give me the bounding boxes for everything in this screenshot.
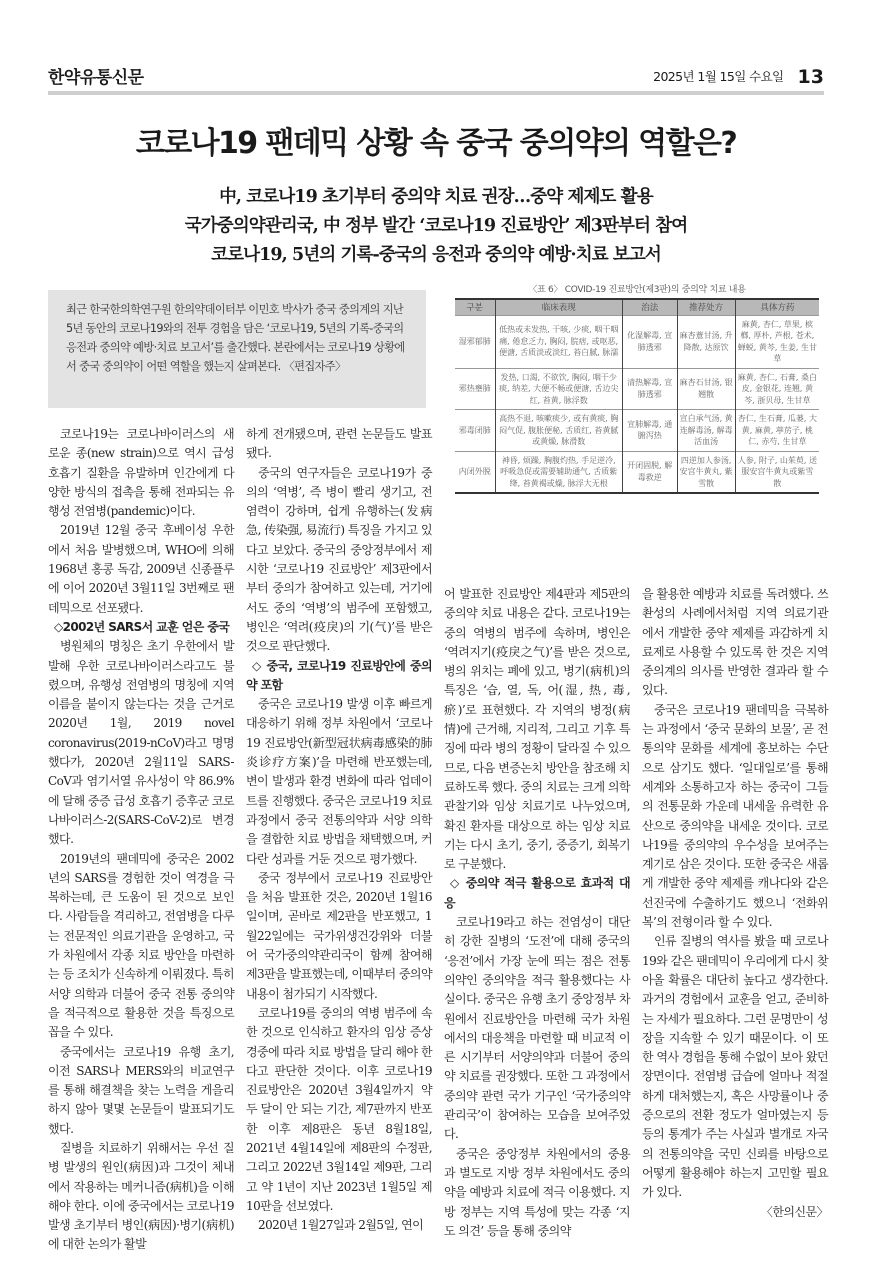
masthead (48, 64, 824, 88)
table-cell: 高热不退, 咳嗽痰少, 或有黄痰, 胸闷气促, 腹胀便秘, 舌质红, 苔黄腻或黄燥, 脉滑数 (495, 410, 622, 452)
table-cell: 神昏, 烦躁, 胸腹灼热, 手足逆冷, 呼吸急促或需要辅助通气, 舌质紫绛, 苔黄褐或燥, 脉浮大无根 (495, 451, 622, 493)
paragraph: 을 활용한 예방과 치료를 독려했다. 쓰촨성의 사례에서처럼 지역 의료기관에서 개발한 중약 제제를 과감하게 치료제로 사용할 수 있도록 한 것은 지역 중의계의 의사를 반영한 결과라 할 수 있다. (642, 587, 828, 698)
table-header-cell: 구분 (455, 299, 495, 315)
subhead: 국가중의약관리국, 中 정부 발간 ‘코로나19 진료방안’ 제3판부터 참여 (184, 216, 688, 236)
subhead: 코로나19, 5년의 기록-중국의 응전과 중의약 예방·치료 보고서 (211, 245, 661, 265)
article-column-3 (444, 585, 630, 1241)
table-row (455, 368, 819, 410)
table-cell: 开闭固脱, 解毒救逆 (622, 451, 677, 493)
issue-date: 2025년 1월 15일 수요일 (653, 69, 784, 84)
table-header-cell: 具体方药 (735, 299, 819, 315)
article-column-1 (48, 425, 234, 1255)
table-header-cell: 临床表现 (495, 299, 622, 315)
paragraph: 병원체의 명칭은 초기 우한에서 발발해 우한 코로나바이러스라고도 불렸으며, 유행성 전염병의 명칭에 지역 이름을 붙이지 않는다는 것을 근거로 2020년 1월, 2019 novel coronavirus(2019-nCoV)라고 명명했다가, 2020년 2월11일 SARS-CoV과 염기서열 유사성이 약 86.9%에 달해 중증 급성 호흡기 증후군 코로나바이러스-2(SARS-CoV-2)로 변경했다. (48, 639, 234, 847)
section-heading: ◇ 중국, 코로나19 진료방안에 중의약 포함 (246, 658, 432, 692)
headline: 코로나19 팬데믹 상황 속 중국 중의약의 역할은? (135, 126, 737, 161)
paragraph: 중국은 코로나19 팬데믹을 극복하는 과정에서 ‘중국 문화의 보물’, 곧 전통의약 문화를 세계에 홍보하는 수단으로 삼기도 했다. ‘일대일로’를 통해 세계와 소통하고자 하는 중국이 그들의 전통문화 가운데 내세울 유력한 유산으로 중의약을 내세운 것이다. 코로나19를 중의약의 우수성을 보여주는 계기로 삼은 것이다. 또한 중국은 새롭게 개발한 중약 제제를 캐나다와 같은 선진국에 수출하기도 했으니 ‘전화위복’의 전형이라 할 수 있다. (642, 702, 828, 930)
article-column-4 (642, 585, 828, 1222)
table-header-cell: 推荐处方 (677, 299, 735, 315)
table-cell: 宣白承气汤, 黄连解毒汤, 解毒活血汤 (677, 410, 735, 452)
table-header-cell: 治法 (622, 299, 677, 315)
page-number: 13 (797, 66, 824, 88)
table-caption: 〈표 6〉 COVID-19 진료방안(제3판)의 중의약 치료 내용 (528, 285, 746, 295)
table-cell: 麻杏薏甘汤, 升降散, 达原饮 (677, 315, 735, 368)
editor-lead-box: 최근 한국한의학연구원 한의약데이터부 이민호 박사가 중국 중의계의 지난 5년 동안의 코로나19와의 전투 경험을 담은 ‘코로나19, 5년의 기록-중국의 응전과 중의약 예방·치료 보고서’를 출간했다. 본란에서는 코로나19 상황에서 중국 중의약이 어떤 역할을 했는지 살펴본다. 〈편집자주〉 (48, 290, 426, 408)
table-cell: 宣肺解毒, 通腑泻热 (622, 410, 677, 452)
table-cell: 人参, 附子, 山茱萸, 送服安宫牛黄丸或紫雪散 (735, 451, 819, 493)
section-heading: ◇ 중의약 적극 활용으로 효과적 대응 (444, 876, 630, 910)
article-column-2 (246, 425, 432, 1235)
subhead: 中, 코로나19 초기부터 중의약 치료 권장…중약 제제도 활용 (219, 187, 653, 207)
paragraph: 중국은 코로나19 발생 이후 빠르게 대응하기 위해 정부 차원에서 ‘코로나19 진료방안(新型冠状病毒感染的肺炎诊疗方案)’을 마련해 반포했는데, 변이 발생과 환경 변화에 따라 업데이트를 진행했다. 중국은 코로나19 치료 과정에서 중국 전통의약과 서양 의학을 결합한 치료 방법을 채택했으며, 커다란 성과를 거둔 것으로 평가했다. (246, 697, 432, 866)
table-header-row (455, 299, 819, 315)
paragraph: 인류 질병의 역사를 봤을 때 코로나19와 같은 팬데믹이 우리에게 다시 찾아올 확률은 대단히 높다고 생각한다. 과거의 경험에서 교훈을 얻고, 준비하는 자세가 필요하다. 그런 문명만이 성장을 지속할 수 있기 때문이다. 이 또한 역사 경험을 통해 수없이 보아 왔던 장면이다. 전염병 급습에 얼마나 적절하게 대처했는지, 혹은 사망률이나 중증으로의 전환 정도가 얼마였는지 등등의 통계가 주는 사실과 별개로 자국의 전통의약을 국민 신뢰를 바탕으로 어떻게 활용해야 하는지 고민할 필요가 있다. (642, 934, 828, 1200)
table-cell: 麻杏石甘汤, 银翘散 (677, 368, 735, 410)
paragraph: 중국에서는 코로나19 유행 초기, 이전 SARS나 MERS와의 비교연구를 통해 해결책을 찾는 노력을 게을리하지 않아 몇몇 논문들이 발표되기도 했다. (48, 1044, 234, 1136)
table-cell: 低热或未发热, 干咳, 少痰, 咽干咽痛, 倦怠乏力, 胸闷, 脘痞, 或呕恶, 便溏, 舌质淡或淡红, 苔白腻, 脉濡 (495, 315, 622, 368)
paragraph: 2020년 1월27일과 2월5일, 연이 (258, 1218, 424, 1233)
paragraph: 2019년 12월 중국 후베이성 우한에서 처음 발병했으며, WHO에 의해 1968년 홍콩 독감, 2009년 신종플루에 이어 2020년 3월11일 3번째로 팬데믹으로 선포됐다. (48, 523, 234, 615)
table-cell: 邪热壅肺 (455, 368, 495, 410)
subheads (0, 183, 872, 270)
table-cell: 四逆加人参汤, 安宫牛黄丸, 紫雪散 (677, 451, 735, 493)
table-cell: 湿邪郁肺 (455, 315, 495, 368)
table-cell: 麻黄, 杏仁, 草果, 槟榔, 厚朴, 芦根, 苍术, 蝉蜕, 黄芩, 生姜, 生甘草 (735, 315, 819, 368)
paragraph: 중국 정부에서 코로나19 진료방안을 처음 발표한 것은, 2020년 1월16일이며, 곧바로 제2판을 반포했고, 1월22일에는 국가위생건강위와 더불어 국가중의약관리국이 함께 참여해 제3판을 발표했는데, 이때부터 중의약 내용이 첨가되기 시작했다. (246, 870, 432, 1001)
table-cell: 清热解毒, 宣肺透邪 (622, 368, 677, 410)
article-body (48, 425, 828, 1252)
table-cell: 内闭外脱 (455, 451, 495, 493)
table-cell: 化湿解毒, 宣肺透邪 (622, 315, 677, 368)
byline: 〈한의신문〉 (760, 1204, 828, 1219)
paragraph: 코로나19라고 하는 전염성이 대단히 강한 질병의 ‘도전’에 대해 중국의 ‘응전’에서 가장 눈에 띄는 점은 전통의약인 중의약을 적극 활용했다는 사실이다. 중국은 유행 초기 중앙정부 차원에서 진료방안을 마련해 국가 차원에서의 대응책을 마련할 때 비교적 이른 시기부터 서양의약과 더불어 중의약 치료를 권장했다. 또한 그 과정에서 중의약 관련 국가 기구인 ‘국가중의약관리국’이 참여하는 모습을 보여주었다. (444, 915, 630, 1142)
paragraph: 어 발표한 진료방안 제4판과 제5판의 중의약 치료 내용은 같다. 코로나19는 중의 역병의 범주에 속하며, 병인은 ‘역려지기(疫戾之气)’를 받은 것으로, 병의 위치는 폐에 있고, 병기(病机)의 특징은 ‘습, 열, 독, 어(湿, 热, 毒, 瘀)’로 표현했다. 각 지역의 병정(病情)에 근거해, 지리적, 그리고 기후 특징에 따라 병의 정황이 달라질 수 있으므로, 다음 변증논치 방안을 참조해 치료하도록 했다. 중의 치료는 크게 의학 관찰기와 임상 치료기로 나누었으며, 확진 환자를 대상으로 하는 임상 치료기는 다시 초기, 중기, 중증기, 회복기로 구분했다. (444, 587, 630, 872)
paragraph: 중국의 연구자들은 코로나19가 중의의 ‘역병’, 즉 병이 빨리 생기고, 전염력이 강하며, 쉽게 유행하는(发病急, 传染强, 易流行) 특징을 가지고 있다고 보았다. 중국의 중앙정부에서 제시한 ‘코로나19 진료방안’ 제3판에서부터 중의가 참여하고 있는데, 거기에서도 중의 ‘역병’의 범주에 포함했고, 병인은 ‘역려(疫戾)의 기(气)’를 받은 것으로 판단했다. (246, 465, 432, 654)
paragraph: 질병을 치료하기 위해서는 우선 질병 발생의 원인(病因)과 그것이 체내에서 작용하는 메커니즘(病机)을 이해해야 한다. 이에 중국에서는 코로나19 발생 초기부터 병인(病因)·병기(病机)에 대한 논의가 활발 (48, 1140, 234, 1252)
header-rule (48, 91, 824, 95)
newspaper-name: 한약유통신문 (48, 68, 144, 88)
table-cell: 杏仁, 生石膏, 瓜蒌, 大黄, 麻黄, 葶苈子, 桃仁, 赤芍, 生甘草 (735, 410, 819, 452)
paragraph: 중국은 중앙정부 차원에서의 중용과 별도로 지방 정부 차원에서도 중의약을 예방과 치료에 적극 이용했다. 지방 정부는 지역 특성에 맞는 각종 ‘지도 의견’ 등을 통해 중의약 (444, 1146, 630, 1238)
paragraph: 2019년의 팬데믹에 중국은 2002년의 SARS를 경험한 것이 역경을 극복하는데, 큰 도움이 된 것으로 보인다. 사람들을 격리하고, 전염병을 다루는 전문적인 의료기관을 운영하고, 국가 차원에서 각종 치료 방안을 마련하는 등 조치가 신속하게 이뤄졌다. 특히 서양 의학과 더불어 중국 전통 중의약을 적극적으로 활용한 것을 특징으로 꼽을 수 있다. (48, 851, 234, 1040)
paragraph: 코로나19를 중의의 역병 범주에 속한 것으로 인식하고 환자의 임상 증상 경중에 따라 치료 방법을 달리 해야 한다고 판단한 것이다. 이후 코로나19 진료방안은 2020년 3월4일까지 약 두 달이 안 되는 기간, 제7판까지 반포한 이후 제8판은 동년 8월18일, 2021년 4월14일에 제8판의 수정판, 그리고 2022년 3월14일 제9판, 그리고 약 1년이 지난 2023년 1월5일 제10판을 선보였다. (246, 1005, 432, 1213)
table-cell: 发热, 口渴, 不欲饮, 胸闷, 咽干少痰, 纳差, 大便不畅或便溏, 舌边尖红, 苔黄, 脉浮数 (495, 368, 622, 410)
section-heading: ◇2002년 SARS서 교훈 얻은 중국 (54, 619, 230, 634)
table-row (455, 315, 819, 368)
table-cell: 邪毒闭肺 (455, 410, 495, 452)
paragraph: 코로나19는 코로나바이러스의 새로운 종(new strain)으로 역시 급성 호흡기 질환을 유발하며 인간에게 다양한 방식의 접촉을 통해 전파되는 유행성 전염병(pandemic)이다. (48, 427, 234, 519)
table-cell: 麻黄, 杏仁, 石膏, 桑白皮, 金银花, 连翘, 黄芩, 浙贝母, 生甘草 (735, 368, 819, 410)
paragraph: 하게 전개됐으며, 관련 논문들도 발표됐다. (246, 427, 432, 461)
